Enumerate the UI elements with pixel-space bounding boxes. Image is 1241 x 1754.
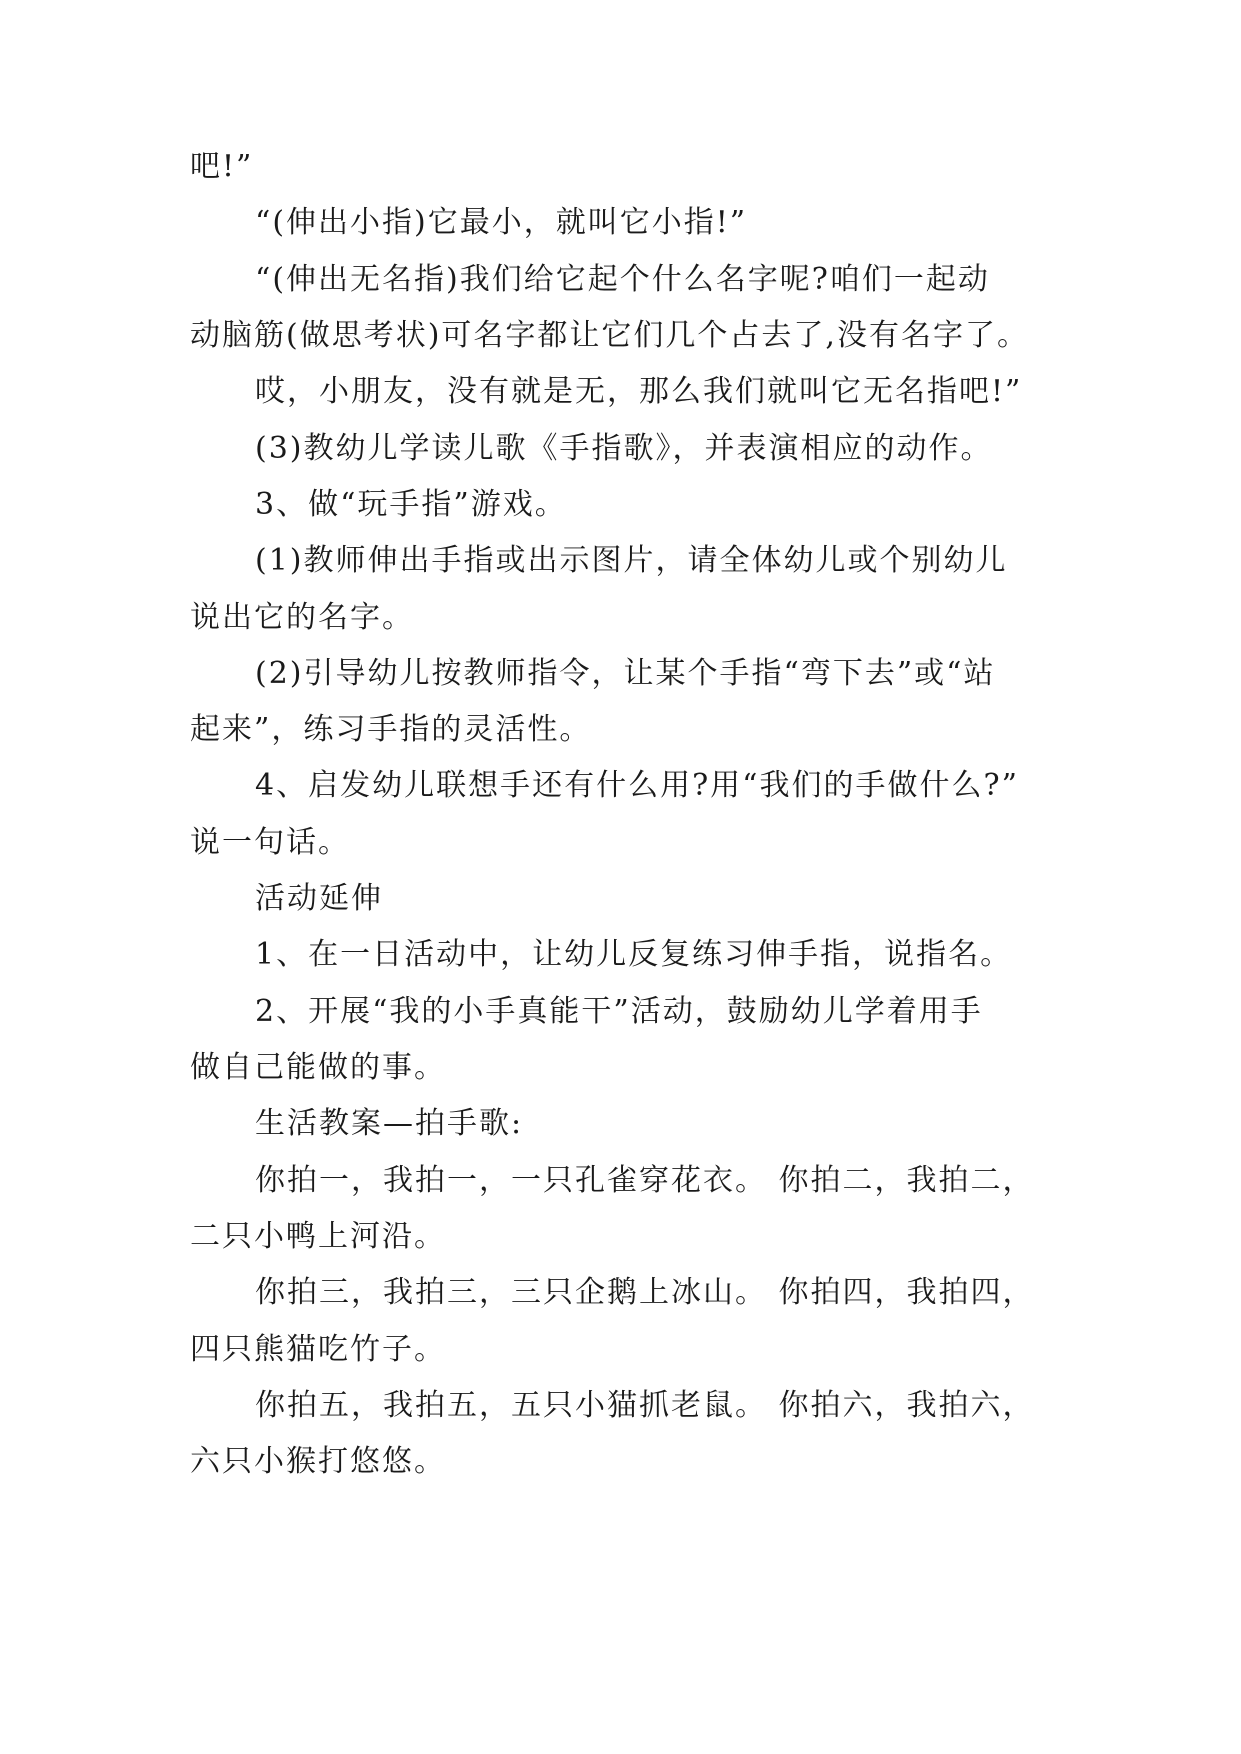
text-line: 吧!” — [190, 149, 254, 184]
text-line: 二只小鸭上河沿。 — [190, 1219, 446, 1254]
text-line: 你拍一，我拍一，一只孔雀穿花衣。 你拍二，我拍二， — [255, 1163, 1035, 1198]
text-line: “(伸出小指)它最小，就叫它小指!” — [255, 205, 748, 240]
text-line: 哎，小朋友，没有就是无，那么我们就叫它无名指吧!” — [255, 374, 1023, 409]
text-line: 1、在一日活动中，让幼儿反复练习伸手指，说指名。 — [255, 937, 1013, 972]
section-heading: 活动延伸 — [255, 881, 383, 916]
text-line: (2)引导幼儿按教师指令，让某个手指“弯下去”或“站 — [255, 656, 996, 691]
section-heading: 生活教案—拍手歌: — [255, 1106, 524, 1141]
text-line: (3)教幼儿学读儿歌《手指歌》，并表演相应的动作。 — [255, 431, 993, 466]
text-line: 4、启发幼儿联想手还有什么用?用“我们的手做什么?” — [255, 768, 1019, 803]
text-line: (1)教师伸出手指或出示图片，请全体幼儿或个别幼儿 — [255, 543, 1008, 578]
text-line: 你拍三，我拍三，三只企鹅上冰山。 你拍四，我拍四， — [255, 1275, 1035, 1310]
text-line: 你拍五，我拍五，五只小猫抓老鼠。 你拍六，我拍六， — [255, 1388, 1035, 1423]
text-line: “(伸出无名指)我们给它起个什么名字呢?咱们一起动 — [255, 262, 990, 297]
text-line: 起来”，练习手指的灵活性。 — [190, 712, 592, 747]
text-line: 3、做“玩手指”游戏。 — [255, 487, 567, 522]
text-line: 动脑筋(做思考状)可名字都让它们几个占去了,没有名字了。 — [190, 318, 1029, 353]
text-line: 说一句话。 — [190, 825, 350, 860]
text-line: 2、开展“我的小手真能干”活动，鼓励幼儿学着用手 — [255, 994, 983, 1029]
text-line: 六只小猴打悠悠。 — [190, 1444, 446, 1479]
text-line: 做自己能做的事。 — [190, 1050, 446, 1085]
text-line: 四只熊猫吃竹子。 — [190, 1332, 446, 1367]
text-line: 说出它的名字。 — [190, 600, 414, 635]
